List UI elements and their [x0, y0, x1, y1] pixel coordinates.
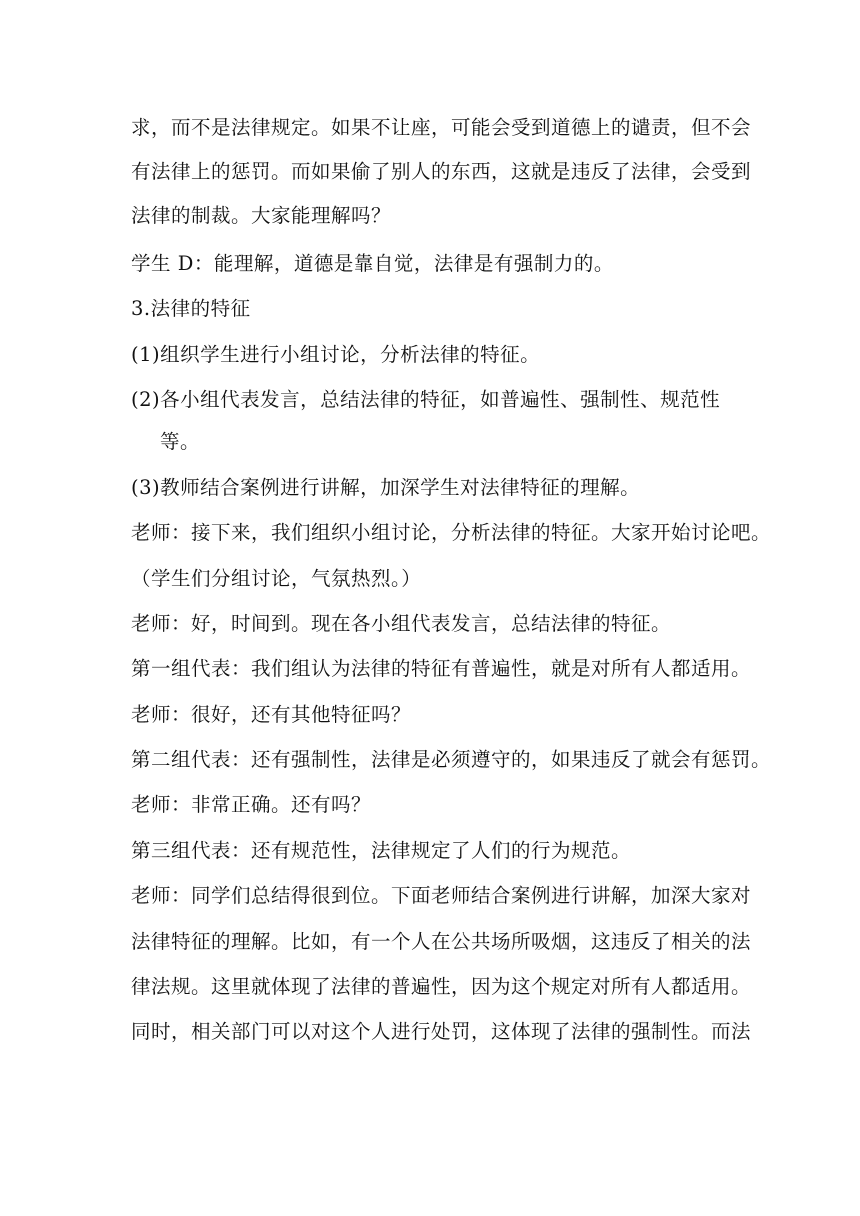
teacher-line: 老师：好，时间到。现在各小组代表发言，总结法律的特征。	[131, 612, 672, 635]
group-3-line: 第三组代表：还有规范性，法律规定了人们的行为规范。	[131, 839, 632, 862]
teacher-line: 老师：很好，还有其他特征吗？	[131, 703, 412, 726]
teacher-line: 老师：接下来，我们组织小组讨论，分析法律的特征。大家开始讨论吧。	[131, 521, 772, 544]
teacher-line: 老师：同学们总结得很到位。下面老师结合案例进行讲解，加深大家对	[131, 884, 752, 907]
text-line: 法律的制裁。大家能理解吗？	[131, 204, 392, 227]
teacher-line: 老师：非常正确。还有吗？	[131, 793, 372, 816]
list-item-3: (3)教师结合案例进行讲解，加深学生对法律特征的理解。	[131, 476, 641, 499]
stage-direction: （学生们分组讨论，气氛热烈。）	[131, 567, 422, 590]
section-heading: 3.法律的特征	[131, 297, 251, 320]
text-line: 律法规。这里就体现了法律的普遍性，因为这个规定对所有人都适用。	[131, 975, 752, 998]
text-line: 有法律上的惩罚。而如果偷了别人的东西，这就是违反了法律，会受到	[131, 160, 752, 183]
list-item-2: (2)各小组代表发言，总结法律的特征，如普遍性、强制性、规范性	[131, 388, 721, 411]
group-1-line: 第一组代表：我们组认为法律的特征有普遍性，就是对所有人都适用。	[131, 657, 752, 680]
group-2-line: 第二组代表：还有强制性，法律是必须遵守的，如果违反了就会有惩罚。	[131, 748, 772, 771]
list-item-2-continuation: 等。	[160, 430, 201, 453]
text-line: 同时，相关部门可以对这个人进行处罚，这体现了法律的强制性。而法	[131, 1020, 752, 1043]
text-line: 求，而不是法律规定。如果不让座，可能会受到道德上的谴责，但不会	[131, 116, 752, 139]
text-line: 法律特征的理解。比如，有一个人在公共场所吸烟，这违反了相关的法	[131, 930, 752, 953]
student-d-answer: 学生 D：能理解，道德是靠自觉，法律是有强制力的。	[131, 252, 614, 275]
list-item-1: (1)组织学生进行小组讨论，分析法律的特征。	[131, 343, 541, 366]
